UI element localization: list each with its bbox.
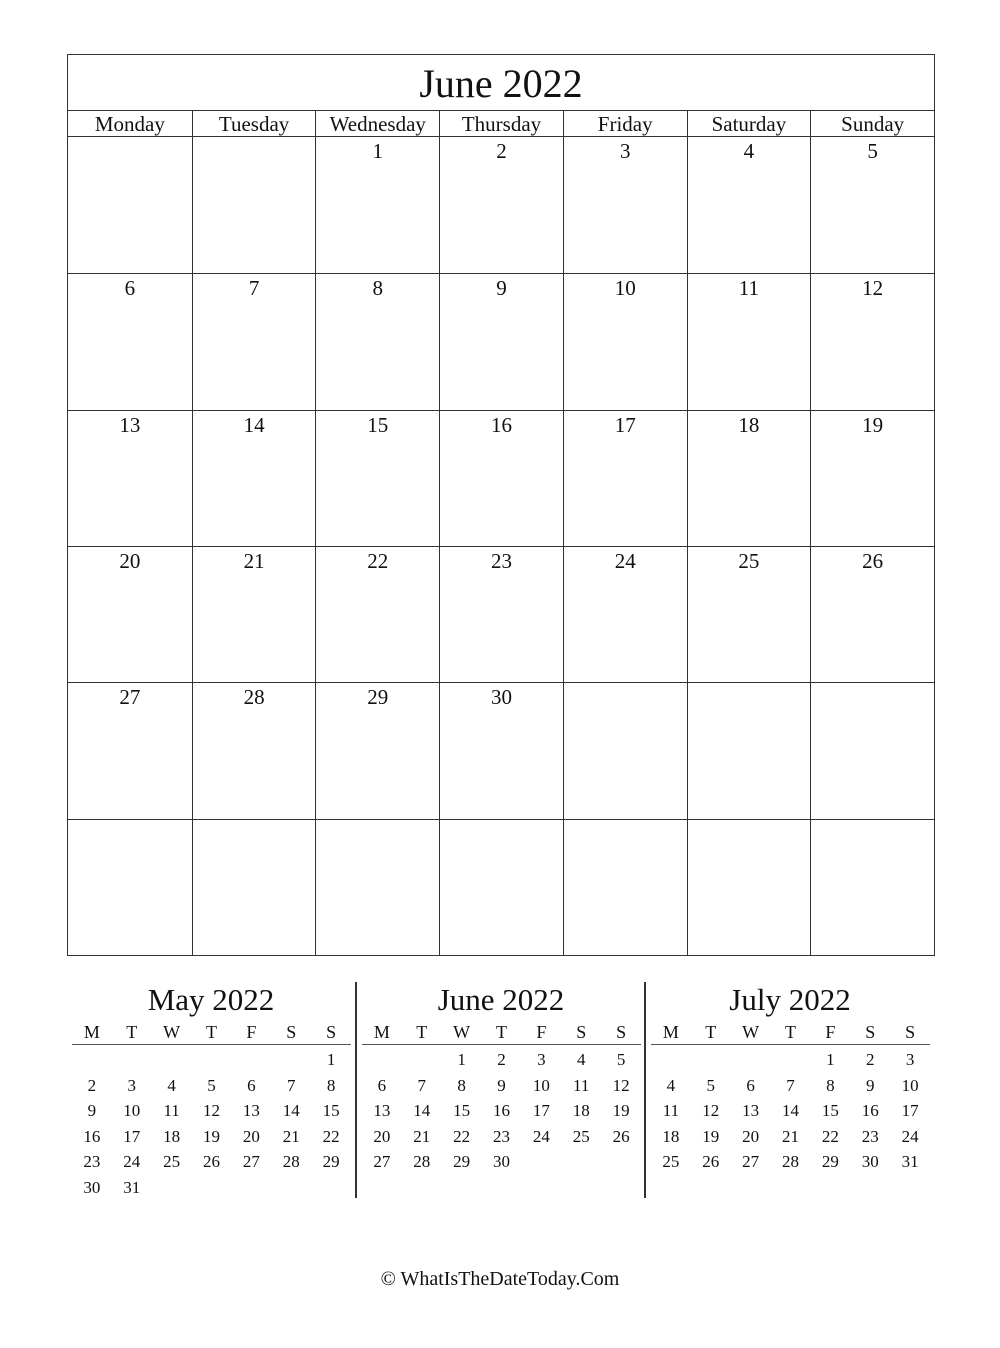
day-cell: 19: [810, 410, 934, 546]
mini-day: 26: [202, 1152, 220, 1171]
mini-day: 30: [492, 1152, 510, 1171]
mini-weekday-label: W: [152, 1020, 192, 1045]
mini-day: [231, 1175, 271, 1201]
mini-day: 27: [373, 1152, 391, 1171]
mini-day: 10: [123, 1101, 141, 1120]
mini-day: 17: [532, 1101, 550, 1120]
mini-day: 14: [781, 1101, 799, 1120]
mini-day: 19: [202, 1126, 220, 1146]
mini-day: 15: [453, 1101, 471, 1120]
day-cell: 4: [687, 137, 811, 273]
mini-calendar-june: [357, 980, 645, 1198]
mini-day: [271, 1175, 311, 1201]
day-cell: [68, 137, 192, 273]
mini-day: 12: [202, 1101, 220, 1120]
mini-day: 12: [702, 1101, 720, 1120]
day-cell: 20: [68, 546, 192, 682]
mini-calendar-grid: [651, 1020, 930, 1175]
mini-day: 17: [123, 1126, 141, 1146]
day-cell: [192, 137, 316, 273]
mini-day: 27: [742, 1152, 760, 1171]
mini-day: [192, 1175, 232, 1201]
mini-day: 11: [163, 1101, 180, 1120]
mini-day: [112, 1047, 152, 1073]
mini-day: 21: [781, 1126, 799, 1146]
day-cell: [687, 682, 811, 818]
mini-day: 13: [742, 1101, 760, 1120]
mini-day: 21: [413, 1126, 431, 1146]
mini-weekday-label: T: [482, 1020, 522, 1045]
mini-weekday-label: F: [231, 1020, 271, 1045]
mini-day: 10: [532, 1075, 550, 1095]
mini-day: 26: [702, 1152, 720, 1171]
day-cell: [563, 682, 687, 818]
mini-day: 2: [497, 1050, 506, 1069]
mini-day: 26: [612, 1126, 630, 1146]
mini-day: 15: [322, 1101, 340, 1120]
mini-day: 6: [247, 1075, 256, 1095]
mini-day: 29: [453, 1152, 471, 1171]
mini-day: 5: [616, 1050, 626, 1069]
mini-day: [231, 1047, 271, 1073]
day-cell: 14: [192, 410, 316, 546]
mini-day: 31: [123, 1177, 141, 1197]
mini-weekday-label: S: [890, 1020, 930, 1045]
mini-day: 21: [282, 1126, 300, 1146]
main-calendar: [67, 54, 935, 956]
weekday-tuesday: Tuesday: [192, 111, 316, 137]
mini-day: 20: [742, 1126, 760, 1146]
day-cell: [810, 819, 934, 955]
day-cell: 24: [563, 546, 687, 682]
main-calendar-title: June 2022: [68, 55, 934, 111]
day-cell: [315, 819, 439, 955]
mini-day: 22: [322, 1126, 340, 1146]
mini-day: 2: [865, 1050, 875, 1069]
day-cell: 30: [439, 682, 563, 818]
mini-day: 23: [861, 1126, 879, 1146]
mini-day: 8: [826, 1075, 835, 1095]
mini-day: 23: [492, 1126, 510, 1146]
mini-day: 9: [87, 1101, 97, 1120]
mini-day: 4: [576, 1050, 586, 1069]
mini-weekday-label: T: [691, 1020, 731, 1045]
mini-calendar-july: [646, 980, 934, 1198]
mini-day: 22: [821, 1126, 839, 1146]
mini-calendar-grid: [72, 1020, 351, 1200]
mini-weekday-label: T: [402, 1020, 442, 1045]
day-cell: [687, 819, 811, 955]
mini-day: 6: [377, 1075, 387, 1095]
mini-day: 10: [901, 1075, 919, 1095]
mini-day: 8: [326, 1075, 336, 1095]
mini-day: [152, 1175, 192, 1201]
mini-day: 14: [413, 1101, 431, 1120]
mini-weekday-label: M: [72, 1020, 112, 1045]
mini-day: 14: [282, 1101, 300, 1120]
mini-day: 8: [457, 1075, 466, 1095]
mini-day: 29: [821, 1152, 839, 1171]
day-cell: [192, 819, 316, 955]
mini-day: 1: [326, 1050, 336, 1069]
day-cell: 27: [68, 682, 192, 818]
mini-day: [152, 1047, 192, 1073]
mini-calendar-title: July 2022: [729, 982, 851, 1017]
day-cell: 29: [315, 682, 439, 818]
mini-weekday-label: S: [271, 1020, 311, 1045]
day-cell: 16: [439, 410, 563, 546]
mini-day: 1: [826, 1050, 835, 1069]
day-cell: 6: [68, 273, 192, 409]
mini-day: 25: [572, 1126, 590, 1146]
mini-day: 19: [612, 1101, 630, 1120]
day-cell: 13: [68, 410, 192, 546]
day-cell: 18: [687, 410, 811, 546]
mini-day: 18: [662, 1126, 680, 1146]
day-cell: 10: [563, 273, 687, 409]
mini-day: 7: [286, 1075, 296, 1095]
mini-day: 19: [702, 1126, 720, 1146]
mini-day: 3: [127, 1075, 137, 1095]
mini-day: 30: [861, 1152, 879, 1171]
mini-weekday-label: W: [731, 1020, 771, 1045]
weekday-header-row: [68, 111, 934, 137]
mini-day: 28: [282, 1152, 300, 1171]
mini-day: 3: [537, 1050, 546, 1069]
mini-day: 3: [905, 1050, 915, 1069]
mini-day: [362, 1047, 402, 1073]
day-cell: 26: [810, 546, 934, 682]
mini-day: [691, 1047, 731, 1073]
day-cell: 25: [687, 546, 811, 682]
mini-day: 7: [786, 1075, 795, 1095]
day-cell: 11: [687, 273, 811, 409]
mini-day: 22: [453, 1126, 471, 1146]
mini-weekday-label: T: [112, 1020, 152, 1045]
mini-day: [601, 1149, 641, 1175]
day-cell: 28: [192, 682, 316, 818]
mini-day: [271, 1047, 311, 1073]
mini-day: 15: [821, 1101, 839, 1120]
mini-day: 13: [373, 1101, 391, 1120]
mini-weekday-label: W: [442, 1020, 482, 1045]
mini-day: 2: [87, 1075, 97, 1095]
weekday-saturday: Saturday: [687, 111, 811, 137]
day-cell: 2: [439, 137, 563, 273]
mini-day: [192, 1047, 232, 1073]
mini-day: 28: [413, 1152, 431, 1171]
mini-day: [561, 1149, 601, 1175]
day-cell: 17: [563, 410, 687, 546]
mini-day: 6: [746, 1075, 755, 1095]
mini-day: [311, 1175, 351, 1201]
mini-weekday-label: S: [601, 1020, 641, 1045]
mini-day: 9: [865, 1075, 875, 1095]
mini-calendar-title: May 2022: [147, 982, 275, 1017]
mini-day: 27: [242, 1152, 260, 1171]
mini-day: 11: [662, 1101, 680, 1120]
day-cell: [563, 819, 687, 955]
mini-calendar-grid: [362, 1020, 641, 1175]
mini-day: 12: [612, 1075, 630, 1095]
mini-day: [521, 1149, 561, 1175]
mini-day: 17: [901, 1101, 919, 1120]
mini-day: 29: [322, 1152, 340, 1171]
day-cell: [810, 682, 934, 818]
day-cell: 12: [810, 273, 934, 409]
mini-day: 25: [662, 1152, 680, 1171]
calendar-day-grid: [68, 137, 934, 955]
mini-day: 18: [163, 1126, 181, 1146]
mini-day: [731, 1047, 771, 1073]
mini-day: 20: [373, 1126, 391, 1146]
mini-day: 13: [242, 1101, 260, 1120]
day-cell: 5: [810, 137, 934, 273]
mini-day: 31: [901, 1152, 919, 1171]
day-cell: [68, 819, 192, 955]
day-cell: [439, 819, 563, 955]
mini-day: 24: [532, 1126, 550, 1146]
mini-weekday-label: S: [561, 1020, 601, 1045]
mini-day: 16: [83, 1126, 101, 1146]
mini-weekday-label: S: [850, 1020, 890, 1045]
footer-copyright: © WhatIsTheDateToday.Com: [380, 1268, 620, 1290]
mini-day: 18: [572, 1101, 590, 1120]
day-cell: 9: [439, 273, 563, 409]
day-cell: 7: [192, 273, 316, 409]
mini-day: 1: [457, 1050, 466, 1069]
mini-day: 9: [497, 1075, 506, 1095]
mini-weekday-label: T: [771, 1020, 811, 1045]
day-cell: 15: [315, 410, 439, 546]
mini-weekday-label: M: [651, 1020, 691, 1045]
mini-day: 30: [83, 1177, 101, 1197]
mini-day: [771, 1047, 811, 1073]
weekday-friday: Friday: [563, 111, 687, 137]
mini-day: 4: [666, 1075, 676, 1095]
mini-weekday-label: T: [192, 1020, 232, 1045]
mini-day: 16: [492, 1101, 510, 1120]
day-cell: 21: [192, 546, 316, 682]
day-cell: 23: [439, 546, 563, 682]
mini-weekday-label: F: [521, 1020, 561, 1045]
mini-day: 23: [83, 1152, 101, 1171]
day-cell: 1: [315, 137, 439, 273]
mini-calendars: [67, 980, 935, 1200]
mini-calendar-may: [67, 980, 355, 1198]
weekday-thursday: Thursday: [439, 111, 563, 137]
mini-weekday-label: S: [311, 1020, 351, 1045]
mini-day: 16: [861, 1101, 879, 1120]
day-cell: 22: [315, 546, 439, 682]
weekday-sunday: Sunday: [810, 111, 934, 137]
mini-day: 20: [242, 1126, 260, 1146]
mini-weekday-label: F: [810, 1020, 850, 1045]
mini-weekday-label: M: [362, 1020, 402, 1045]
weekday-monday: Monday: [94, 112, 165, 136]
mini-day: [402, 1047, 442, 1073]
mini-day: 5: [207, 1075, 216, 1095]
day-cell: 3: [563, 137, 687, 273]
mini-day: 5: [706, 1075, 716, 1095]
mini-day: 4: [167, 1075, 176, 1095]
mini-day: [651, 1047, 691, 1073]
mini-day: 7: [417, 1075, 427, 1095]
mini-day: [72, 1047, 112, 1073]
mini-day: 28: [781, 1152, 799, 1171]
mini-calendar-title: June 2022: [437, 982, 565, 1017]
mini-day: 24: [123, 1152, 141, 1171]
mini-day: 11: [573, 1075, 590, 1095]
day-cell: 8: [315, 273, 439, 409]
mini-day: 24: [901, 1126, 919, 1146]
weekday-wednesday: Wednesday: [315, 111, 439, 137]
mini-day: 25: [163, 1152, 181, 1171]
